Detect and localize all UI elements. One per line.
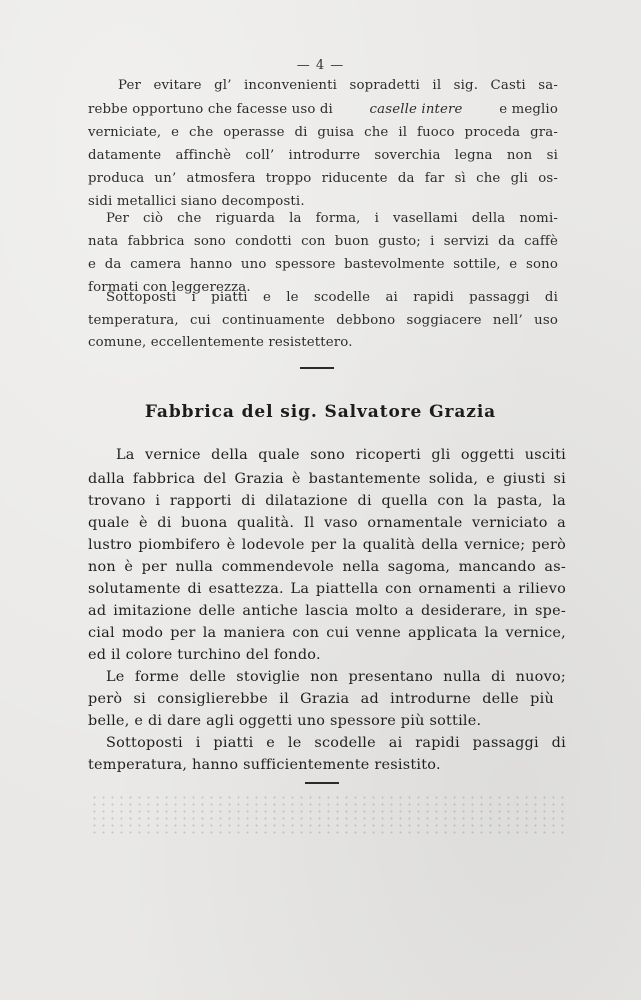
text-line: Sottoposti i piatti e le scodelle ai rapidi passaggi di [106,735,566,751]
text-line [88,99,558,120]
text-line: Per ciò che riguarda la forma, i vasellami della nomi- [106,211,558,226]
text-line: Per evitare gl’ inconvenienti sopradetti il sig. Casti sa- [118,78,558,93]
text-line: temperatura, hanno sufficientemente resistito. [88,757,441,773]
text-line: Sottoposti i piatti e le scodelle ai rapidi passaggi di [106,290,558,305]
text-line: ad imitazione delle antiche lascia molto a desiderare, in spe- [88,603,566,619]
text-line: comune, eccellentemente resistettero. [88,335,353,350]
text-line: ed il colore turchino del fondo. [88,647,321,663]
text-line: verniciate, e che operasse di guisa che il fuoco proceda gra- [88,125,558,140]
page-number: — 4 — [296,58,345,73]
text-line: sidi metallici siano decomposti. [88,194,305,209]
section-divider [305,782,339,784]
text-line: però si consiglierebbe il Grazia ad introdurne delle più [88,691,554,707]
text-line: La vernice della quale sono ricoperti gli oggetti usciti [116,447,566,463]
section-heading: Fabbrica del sig. Salvatore Grazia [144,402,497,422]
text-line: solutamente di esattezza. La piattella con ornamenti a rilievo [88,581,566,597]
text-line: e da camera hanno uno spessore bastevolmente sottile, e sono [88,257,558,272]
text-line: temperatura, cui continuamente debbono soggiacere nell’ uso [88,313,558,328]
text-line: lustro piombifero è lodevole per la qualità della vernice; però [88,537,566,553]
italic-phrase: caselle intere [369,102,463,117]
section-divider [300,367,334,369]
text-line: dalla fabbrica del Grazia è bastantemente solida, e giusti si [88,471,566,487]
text-span: rebbe opportuno che facesse uso di [88,102,333,117]
text-line: Le forme delle stoviglie non presentano nulla di nuovo; [106,669,566,685]
text-line: cial modo per la maniera con cui venne applicata la vernice, [88,625,566,641]
text-line: datamente affinchè coll’ introdurre soverchia legna non si [88,148,558,163]
text-line: produca un’ atmosfera troppo riducente da far sì che gli os- [88,171,558,186]
text-line: nata fabbrica sono condotti con buon gusto; i servizi da caffè [88,234,558,249]
text-line: non è per nulla commendevole nella sagoma, mancando as- [88,559,566,575]
text-span: e meglio [499,102,558,117]
text-line: belle, e di dare agli oggetti uno spessore più sottile. [88,713,482,729]
print-speckle-noise [90,794,570,834]
text-line: trovano i rapporti di dilatazione di quella con la pasta, la [88,493,566,509]
text-line: quale è di buona qualità. Il vaso ornamentale verniciato a [88,515,566,531]
text-line: formati con leggerezza. [88,280,251,295]
